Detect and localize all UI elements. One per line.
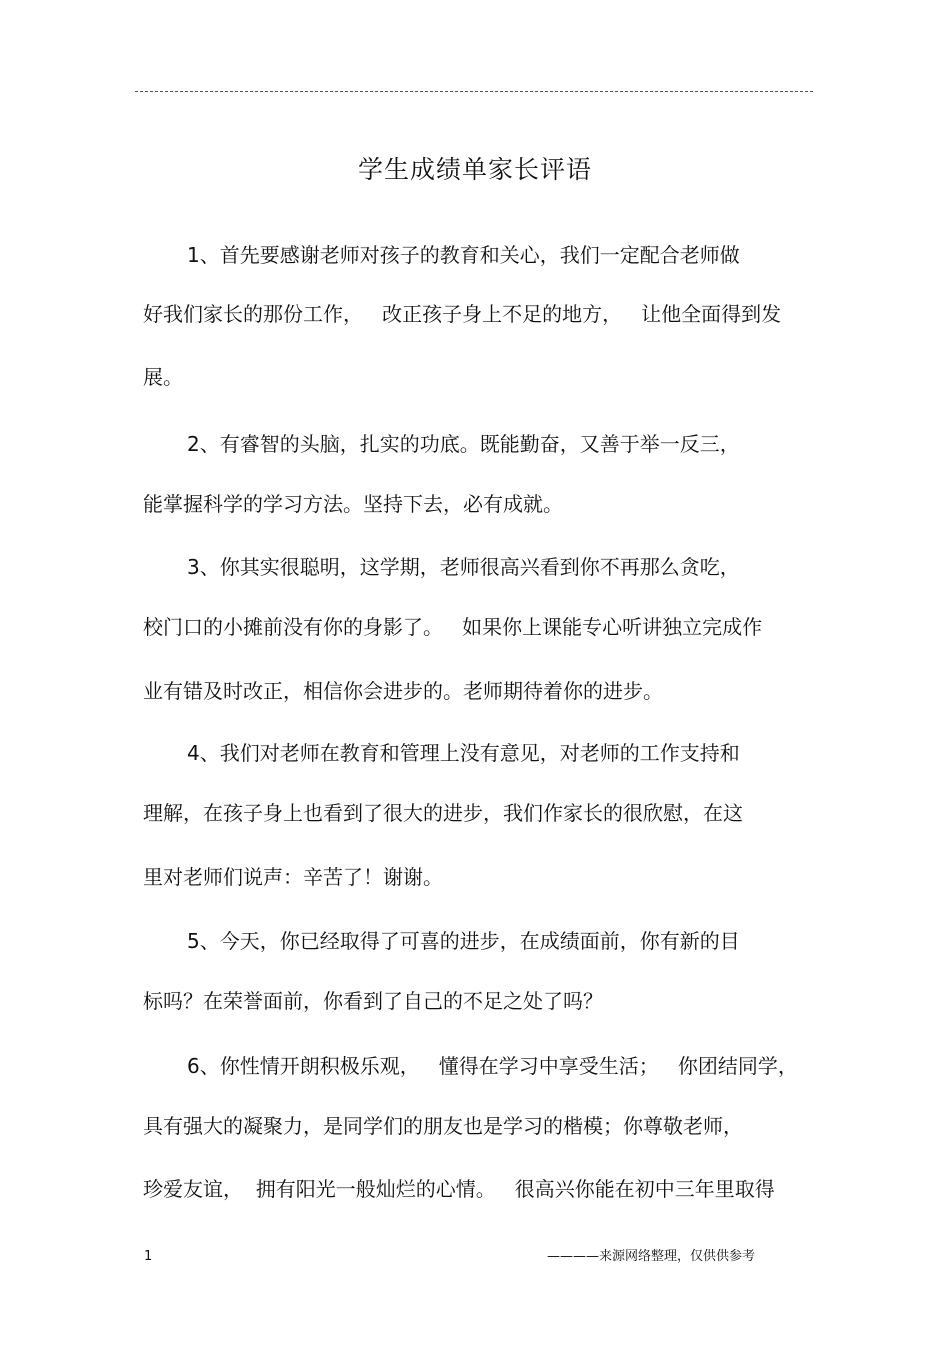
paragraph-line: 好我们家长的那份工作， 改正孩子身上不足的地方， 让他全面得到发 (143, 302, 782, 326)
paragraph-line: 6、你性情开朗积极乐观， 懂得在学习中享受生活； 你团结同学， (187, 1054, 798, 1078)
paragraph-line: 校门口的小摊前没有你的身影了。 如果你上课能专心听讲独立完成作 (143, 615, 763, 639)
paragraph-line: 展。 (143, 365, 183, 389)
paragraph-line: 2、有睿智的头脑，扎实的功底。既能勤奋，又善于举一反三， (187, 432, 740, 456)
paragraph-line: 5、今天，你已经取得了可喜的进步，在成绩面前，你有新的目 (187, 929, 740, 953)
paragraph-line: 珍爱友谊， 拥有阳光一般灿烂的心情。 很高兴你能在初中三年里取得 (143, 1177, 775, 1201)
paragraph-line: 具有强大的凝聚力，是同学们的朋友也是学习的楷模；你尊敬老师， (143, 1114, 743, 1138)
footer-source-note: ————来源网络整理，仅供供参考 (547, 1249, 756, 1264)
paragraph-line: 标吗？在荣誉面前，你看到了自己的不足之处了吗？ (143, 989, 603, 1013)
paragraph-line: 3、你其实很聪明，这学期，老师很高兴看到你不再那么贪吃， (187, 555, 740, 579)
paragraph-line: 理解，在孩子身上也看到了很大的进步，我们作家长的很欣慰，在这 (143, 801, 743, 825)
paragraph-line: 能掌握科学的学习方法。坚持下去，必有成就。 (143, 492, 563, 516)
paragraph-line: 4、我们对老师在教育和管理上没有意见，对老师的工作支持和 (187, 741, 740, 765)
paragraph-line: 里对老师们说声：辛苦了！谢谢。 (143, 865, 443, 889)
page-number: 1 (144, 1249, 153, 1264)
paragraph-line: 1、首先要感谢老师对孩子的教育和关心，我们一定配合老师做 (187, 243, 740, 267)
paragraph-line: 业有错及时改正，相信你会进步的。老师期待着你的进步。 (143, 679, 663, 703)
document-title: 学生成绩单家长评语 (357, 155, 592, 184)
header-dashed-rule (135, 91, 813, 92)
